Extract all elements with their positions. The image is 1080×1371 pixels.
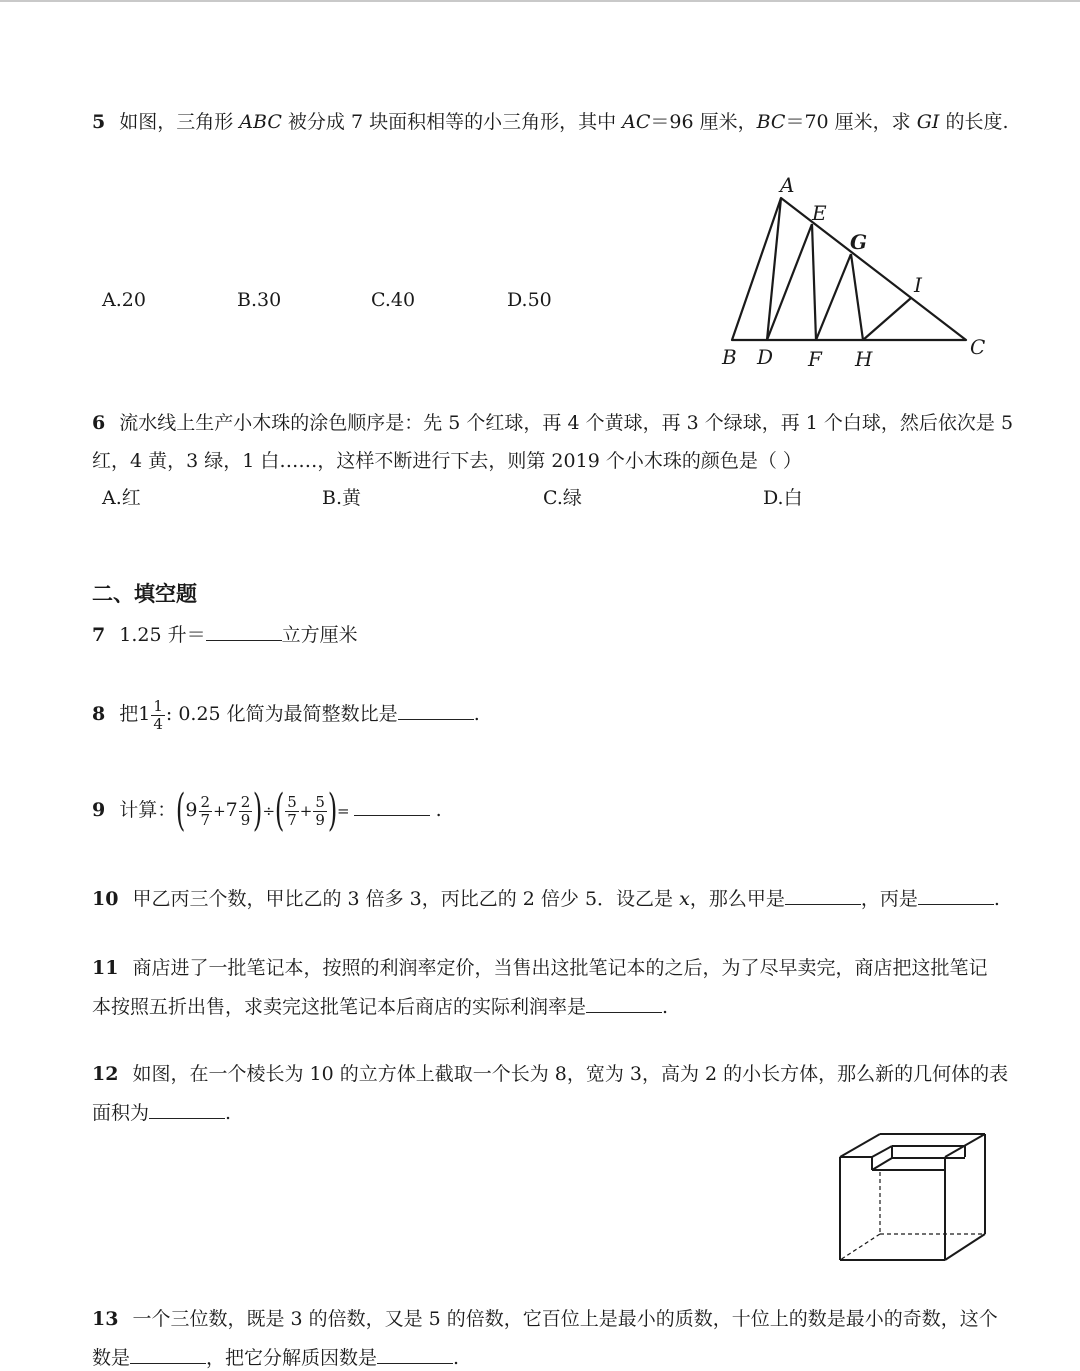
label-c: C (970, 335, 986, 359)
label-a: A (780, 173, 795, 197)
q5-option-a: A.20 (102, 289, 146, 311)
question-9: 9 计算：(9 $\frac{2}{7}$ +7 $\frac{2}{9}$ )÷( $\frac{5}{7}$ + $\frac{5}{9}$ )= . (92, 785, 442, 836)
q5-option-d: D.50 (507, 289, 552, 311)
question-12-line-2: 面积为 . (92, 1098, 231, 1126)
label-b: B (722, 345, 737, 369)
cube-figure (835, 1130, 995, 1268)
question-number: 12 (92, 1063, 119, 1085)
fraction: $\frac{5}{7}$ (287, 792, 297, 829)
question-7: 7 1.25 升＝ 立方厘米 (92, 620, 358, 648)
question-number: 6 (92, 412, 106, 434)
question-5: 5 如图，三角形 ABC 被分成 7 块面积相等的小三角形，其中 AC＝96 厘米，BC＝70 厘米，求 GI 的长度. (92, 111, 1009, 133)
q6-option-b: B.黄 (322, 487, 362, 509)
answer-blank[interactable] (149, 1098, 225, 1119)
fraction: $\frac{1}{4}$ (153, 696, 163, 733)
q5-option-b: B.30 (237, 289, 282, 311)
label-e: E (812, 201, 827, 225)
triangle-outline (732, 198, 966, 340)
segment-fg (816, 254, 851, 340)
answer-blank[interactable] (354, 795, 430, 816)
segment-gh (851, 254, 863, 340)
q6-option-d: D.白 (763, 487, 803, 509)
question-number: 9 (92, 799, 106, 821)
question-number: 8 (92, 703, 106, 725)
label-g: G (850, 230, 868, 254)
question-number: 11 (92, 957, 119, 979)
label-d: D (757, 345, 774, 369)
q6-option-a: A.红 (102, 487, 141, 509)
question-number: 5 (92, 111, 106, 133)
label-i: I (914, 273, 922, 297)
question-13-line-1: 13 一个三位数，既是 3 的倍数，又是 5 的倍数，它百位上是最小的质数，十位上的数是最小的奇数，这个 (92, 1308, 998, 1330)
question-12-line-1: 12 如图，在一个棱长为 10 的立方体上截取一个长为 8，宽为 3，高为 2 的小长方体，那么新的几何体的表 (92, 1063, 1009, 1085)
answer-blank[interactable] (785, 884, 861, 905)
answer-blank[interactable] (918, 884, 994, 905)
fraction: $\frac{2}{7}$ (200, 792, 211, 829)
answer-blank[interactable] (586, 992, 662, 1013)
q6-option-c: C.绿 (543, 487, 582, 509)
question-number: 7 (92, 624, 106, 646)
question-6-line-2: 红，4 黄，3 绿，1 白……，这样不断进行下去，则第 2019 个小木珠的颜色是（ ） (92, 450, 802, 472)
segment-ef (812, 224, 816, 340)
q5-option-c: C.40 (371, 289, 416, 311)
answer-blank[interactable] (377, 1343, 453, 1364)
question-number: 10 (92, 888, 119, 910)
question-13-line-2: 数是 ，把它分解质因数是 . (92, 1343, 459, 1371)
fraction: $\frac{2}{9}$ (240, 792, 251, 829)
answer-blank[interactable] (130, 1343, 206, 1364)
question-11-line-2: 本按照五折出售，求卖完这批笔记本后商店的实际利润率是 . (92, 992, 668, 1020)
question-8: 8 把1 $\frac{1}{4}$ : 0.25 化简为最简整数比是 . (92, 692, 480, 736)
triangle-figure (712, 168, 1002, 373)
question-6-line-1: 6 流水线上生产小木珠的涂色顺序是：先 5 个红球，再 4 个黄球，再 3 个绿球，再 1 个白球，然后依次是 5 (92, 412, 1014, 434)
label-f: F (808, 347, 822, 371)
answer-blank[interactable] (206, 620, 282, 641)
fraction: $\frac{5}{9}$ (315, 792, 325, 829)
page-top-border (0, 0, 1080, 2)
segment-hi (863, 298, 911, 340)
label-h: H (855, 347, 873, 371)
section-heading: 二、填空题 (92, 582, 197, 606)
question-11-line-1: 11 商店进了一批笔记本，按照的利润率定价，当售出这批笔记本的之后，为了尽早卖完，商店把这批笔记 (92, 957, 988, 979)
answer-blank[interactable] (398, 699, 474, 720)
question-10: 10 甲乙丙三个数，甲比乙的 3 倍多 3，丙比乙的 2 倍少 5．设乙是 x，那么甲是 ，丙是 . (92, 884, 1000, 912)
question-number: 13 (92, 1308, 119, 1330)
